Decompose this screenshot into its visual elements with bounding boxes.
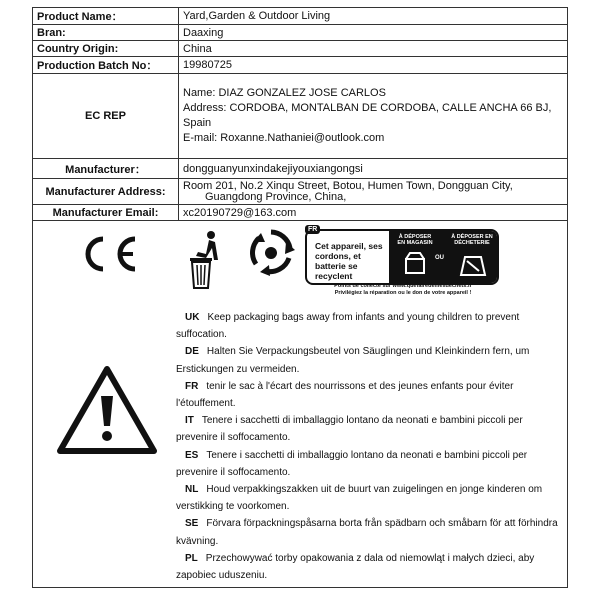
warning-text: Tenere i sacchetti di imballaggio lontano da neonati e bambini piccoli per prevenire il soffocamento.	[176, 415, 523, 444]
row-manufacturer-address	[33, 179, 568, 205]
ec-rep-details	[179, 74, 568, 159]
product-label-sheet	[32, 7, 568, 588]
store-icon	[403, 251, 427, 275]
warning-fr	[176, 378, 561, 412]
manufacturer-value: dongguanyunxindakejiyouxiangongsi	[179, 159, 568, 179]
row-ec-rep	[33, 74, 568, 159]
row-batch	[33, 57, 568, 74]
manufacturer-address-value	[179, 179, 568, 205]
warning-it	[176, 412, 561, 446]
brand-label: Bran:	[33, 25, 179, 41]
manufacturer-address-line1: Room 201, No.2 Xinqu Street, Botou, Humen Town, Dongguan City,	[183, 179, 513, 192]
manufacturer-label: Manufacturer：	[33, 159, 179, 179]
disposal-center-icon	[459, 251, 487, 277]
warning-text: Förvara förpackningspåsarna borta från spädbarn och småbarn för att förhindra kvävning.	[176, 518, 558, 547]
batch-no-value: 19980725	[179, 57, 568, 74]
ec-rep-address: Address: CORDOBA, MONTALBAN DE CORDOBA, CALLE ANCHA 66 BJ,	[183, 102, 552, 114]
country-origin-label: Country Origin:	[33, 41, 179, 57]
warning-text: Keep packaging bags away from infants and young children to prevent suffocation.	[176, 312, 520, 341]
ec-rep-label: EC REP	[33, 74, 179, 159]
manufacturer-address-line2: Guangdong Province, China,	[205, 190, 347, 203]
ec-rep-name: Name: DIAZ GONZALEZ JOSE CARLOS	[183, 87, 386, 99]
compliance-section	[32, 221, 568, 588]
warning-text: Halten Sie Verpackungsbeutel von Säuglingen und Kleinkindern fern, um Erstickungen zu vermeiden.	[176, 346, 530, 375]
warning-text: tenir le sac à l'écart des nourrissons et des jeunes enfants pour éviter l'étouffement.	[176, 380, 514, 410]
ec-rep-email: E-mail: Roxanne.Nathaniei@outlook.com	[183, 132, 385, 144]
triman-deposit-panel	[389, 231, 497, 283]
lang-code: ES	[185, 449, 199, 461]
manufacturer-address-label: Manufacturer Address:	[33, 179, 179, 205]
warning-nl	[176, 481, 561, 515]
triman-footer-line2: Privilégiez la réparation ou le don de votre appareil !	[334, 289, 472, 296]
triman-or: OU	[435, 255, 444, 261]
recycle-icon	[245, 226, 297, 278]
triman-deposit-center: À DÉPOSER EN DÉCHETERIE	[451, 234, 493, 246]
product-info-table	[32, 7, 568, 221]
row-manufacturer	[33, 159, 568, 179]
product-name-label: Product Name：	[33, 8, 179, 25]
lang-code: PL	[185, 552, 198, 564]
row-manufacturer-email	[33, 205, 568, 221]
warning-pl	[176, 550, 561, 584]
triman-fr-tag: FR	[305, 225, 320, 234]
triman-footer-line1: Points de collecte sur www.quefairedemesdechets.fr	[334, 283, 472, 289]
ce-mark-icon	[75, 235, 139, 273]
trash-bin-icon	[188, 230, 222, 290]
warning-text: Tenere i sacchetti di imballaggio lontano da neonati e bambini piccoli per prevenire il soffocamento.	[176, 449, 528, 478]
ec-rep-country: Spain	[183, 117, 212, 129]
batch-no-label: Production Batch No：	[33, 57, 179, 74]
lang-code: IT	[185, 415, 194, 427]
warning-uk	[176, 309, 561, 343]
manufacturer-email-label: Manufacturer Email:	[33, 205, 179, 221]
warning-es	[176, 447, 561, 481]
warning-text: Przechowywać torby opakowania z dala od niemowląt i małych dzieci, aby zapobiec uduszeniu.	[176, 552, 535, 582]
lang-code: NL	[185, 484, 199, 496]
lang-code: FR	[185, 380, 199, 392]
lang-code: SE	[185, 518, 199, 530]
triman-icon	[305, 225, 495, 297]
triman-footer	[313, 283, 493, 296]
triman-deposit-store: À DÉPOSER EN MAGASIN	[397, 234, 433, 246]
row-brand	[33, 25, 568, 41]
row-product-name	[33, 8, 568, 25]
warning-de	[176, 343, 561, 377]
country-origin-value: China	[179, 41, 568, 57]
manufacturer-email-value: xc20190729@163.com	[179, 205, 568, 221]
product-name-value: Yard,Garden & Outdoor Living	[179, 8, 568, 25]
row-country	[33, 41, 568, 57]
triman-panel	[305, 229, 499, 285]
brand-value: Daaxing	[179, 25, 568, 41]
suffocation-warnings	[176, 309, 561, 584]
lang-code: DE	[185, 346, 199, 358]
warning-text: Houd verpakkingszakken uit de buurt van zuigelingen en jonge kinderen om verstikking te voorkomen.	[176, 484, 543, 513]
warning-triangle-icon	[57, 366, 157, 454]
triman-text: Cet appareil, ses cordons, et batterie se recyclent	[315, 241, 383, 281]
lang-code: UK	[185, 312, 200, 323]
warning-se	[176, 515, 561, 549]
